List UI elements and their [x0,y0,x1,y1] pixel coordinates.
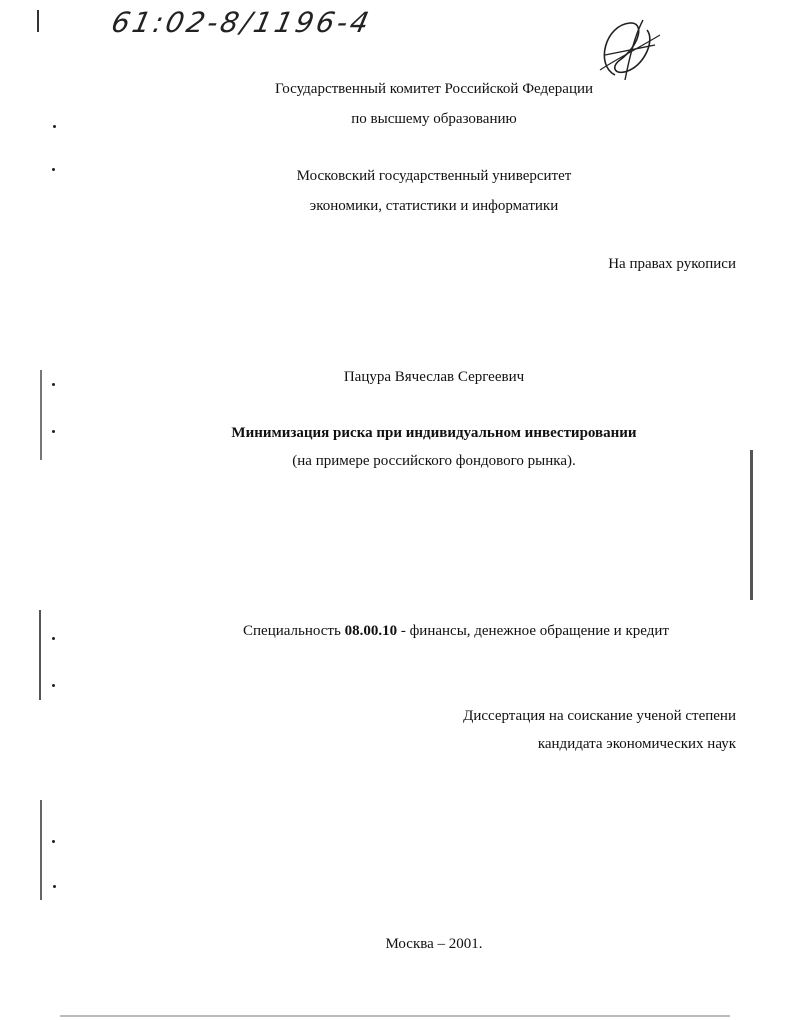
scan-mark [37,10,39,32]
scan-dot [52,684,55,687]
specialty-description: - финансы, денежное обращение и кредит [397,623,669,639]
scan-mark [40,800,42,900]
specialty [243,622,669,640]
degree-line2: кандидата экономических наук [537,736,736,752]
thesis-title-line2: (на примере российского фондового рынка). [292,453,576,469]
committee-line2: по высшему образованию [351,111,517,127]
archive-code: 61:02-8/1196-4 [108,6,375,39]
scan-mark [60,1015,730,1017]
manuscript-note: На правах рукописи [608,256,736,272]
specialty-label: Специальность [243,623,341,639]
committee-line1: Государственный комитет Российской Федерации [274,81,594,97]
degree-line1: Диссертация на соискание ученой степени [463,708,736,724]
university-line1: Московский государственный университет [296,168,572,184]
scan-dot [52,840,55,843]
scan-mark [750,450,753,600]
signature-icon [585,15,665,85]
scan-dot [53,885,56,888]
thesis-title-line1: Минимизация риска при индивидуальном инвестировании [231,425,637,441]
university-line2: экономики, статистики и информатики [309,198,559,214]
specialty-code: 08.00.10 [344,623,398,639]
city-year: Москва – 2001. [385,936,483,952]
scan-mark [39,610,41,700]
scan-dot [52,637,55,640]
author-name: Пацура Вячеслав Сергеевич [343,369,525,385]
